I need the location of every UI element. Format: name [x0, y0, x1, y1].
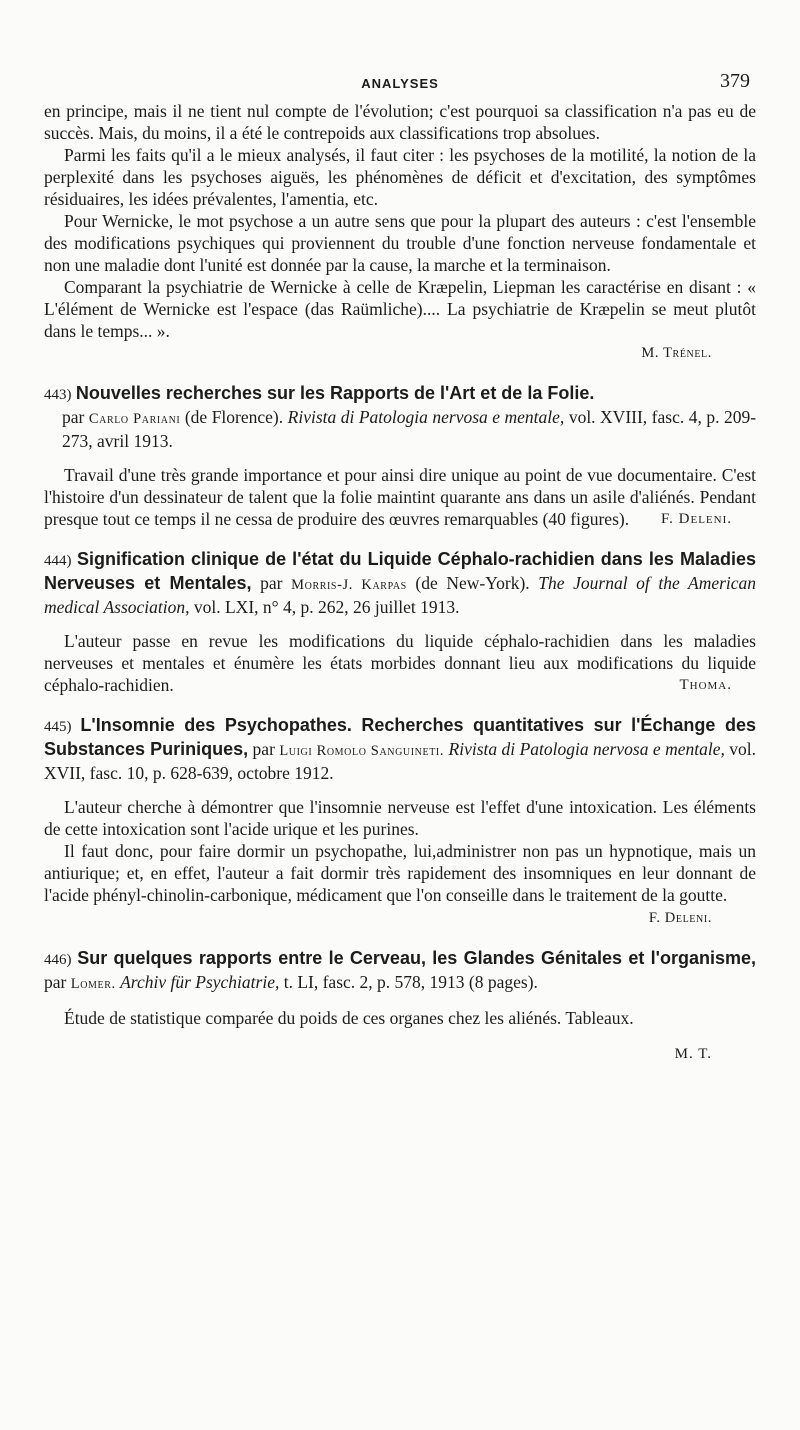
- entry-heading: 445) L'Insomnie des Psychopathes. Recherches quantitatives sur l'Échange des Substances Puriniques, par Luigi Romolo Sanguineti. Rivista di Patologia nervosa e mentale, vol. XVII, fasc. 10, p. 628-639, octobre 1912.: [44, 715, 757, 783]
- entry-body: Il faut donc, pour faire dormir un psychopathe, lui,administrer non pas un hypnotique, mais un antiurique; et, en effet, l'auteur a fait dormir très rapidement des insomniques en leur donnant de l'acide phényl-chinolin-carbonique, médicament que l'on conseille dans le traitement de la goutte.: [44, 841, 756, 905]
- entry-journal: Rivista di Patologia nervosa e mentale,: [287, 407, 565, 427]
- page: [44, 70, 756, 1065]
- entry-body: L'auteur cherche à démontrer que l'insomnie nerveuse est l'effet d'une intoxication. Les éléments de cette intoxication sont l'acide urique et les purines.: [44, 797, 756, 839]
- continued-review: [44, 100, 756, 364]
- review-entry: [44, 548, 756, 696]
- page-header: [44, 70, 756, 100]
- reviewer-signature: M. T.: [674, 1046, 712, 1062]
- entry-title: Sur quelques rapports entre le Cerveau, les Glandes Génitales et l'organisme,: [77, 948, 756, 968]
- entry-number: 446): [44, 952, 72, 968]
- paragraph: Comparant la psychiatrie de Wernicke à celle de Kræpelin, Liepman les caractérise en disant : « L'élément de Wernicke est l'espace (das Raümliche).... La psychiatrie de Kræpelin se meut plutôt dans le temps... ».: [44, 277, 756, 341]
- entry-number: 444): [44, 553, 72, 569]
- entry-reference: t. LI, fasc. 2, p. 578, 1913 (8 pages).: [283, 972, 538, 992]
- entry-citation: par Carlo Pariani (de Florence). Rivista di Patologia nervosa e mentale, vol. XVIII, fasc. 4, p. 209-273, avril 1913.: [62, 407, 757, 451]
- entry-body: Étude de statistique comparée du poids de ces organes chez les aliénés. Tableaux.: [64, 1008, 634, 1028]
- entry-heading: 444) Signification clinique de l'état du Liquide Céphalo-rachidien dans les Maladies Nerveuses et Mentales, par Morris-J. Karpas (de New-York). The Journal of the American medical Association, vol. LXI, n° 4, p. 262, 26 juillet 1913.: [44, 549, 757, 617]
- reviewer-signature: M. Trénel.: [641, 345, 712, 361]
- review-entry: [44, 947, 756, 1065]
- reviewer-signature: F. Deleni.: [648, 910, 712, 926]
- entry-author: Luigi Romolo Sanguineti.: [279, 743, 445, 759]
- reviewer-signature: Thoma.: [679, 677, 732, 693]
- review-entry: [44, 382, 756, 530]
- entry-heading: 446) Sur quelques rapports entre le Cerveau, les Glandes Génitales et l'organisme, par Lomer. Archiv für Psychiatrie, t. LI, fasc. 2, p. 578, 1913 (8 pages).: [44, 948, 756, 992]
- entry-body: Travail d'une très grande importance et pour ainsi dire unique au point de vue documentaire. C'est l'histoire d'un dessinateur de talent que la folie maintint quarante ans dans un asile d'aliénés. Pendant presque tout ce temps il ne cessa de produire des œuvres remarquables (40 figures). F. Deleni.: [44, 465, 756, 529]
- paragraph: Pour Wernicke, le mot psychose a un autre sens que pour la plupart des auteurs : c'est l'ensemble des modifications psychiques qui proviennent du trouble d'une fonction nerveuse fondamentale et non une maladie dont l'unité est donnée par la cause, la marche et la terminaison.: [44, 211, 756, 275]
- entry-title: L'Insomnie des Psychopathes. Recherches quantitatives sur l'Échange des Substances Puriniques,: [44, 715, 756, 759]
- entry-reference: vol. XVIII, fasc. 4, p. 209-273, avril 1913.: [62, 407, 757, 451]
- reviewer-signature: F. Deleni.: [661, 511, 732, 527]
- entry-author: Lomer.: [70, 976, 116, 992]
- entry-reference: vol. XVII, fasc. 10, p. 628-639, octobre 1912.: [44, 739, 757, 783]
- entry-heading: [44, 382, 756, 452]
- entry-body: L'auteur passe en revue les modifications du liquide céphalo-rachidien dans les maladies nerveuses et mentales et énumère les états morbides donnant lieu aux modifications du liquide céphalo-rachidien. Thoma.: [44, 631, 756, 695]
- review-entry: [44, 714, 756, 929]
- entry-number: 443): [44, 387, 72, 403]
- entry-journal: Rivista di Patologia nervosa e mentale,: [448, 739, 725, 759]
- running-title: ANALYSES: [361, 76, 439, 91]
- entry-author: Carlo Pariani: [88, 411, 181, 427]
- entry-author: Morris-J. Karpas: [291, 577, 407, 593]
- entry-title: Nouvelles recherches sur les Rapports de l'Art et de la Folie.: [75, 383, 595, 403]
- entry-journal: Archiv für Psychiatrie,: [120, 972, 280, 992]
- page-number: 379: [720, 70, 750, 92]
- paragraph: Parmi les faits qu'il a le mieux analysés, il faut citer : les psychoses de la motilité, la notion de la perplexité dans les psychoses aiguës, les phénomènes de déficit et d'excitation, des symptômes résiduaires, les idées prévalentes, l'amentia, etc.: [44, 145, 756, 209]
- entry-journal: The Journal of the American medical Association,: [44, 573, 757, 617]
- paragraph: en principe, mais il ne tient nul compte de l'évolution; c'est pourquoi sa classification n'a pas eu de succès. Mais, du moins, il a été le contrepoids aux classifications trop absolues.: [44, 101, 756, 143]
- entry-reference: vol. LXI, n° 4, p. 262, 26 juillet 1913.: [193, 597, 460, 617]
- entry-number: 445): [44, 719, 72, 735]
- entry-title: Signification clinique de l'état du Liquide Céphalo-rachidien dans les Maladies Nerveuses et Mentales,: [44, 549, 756, 593]
